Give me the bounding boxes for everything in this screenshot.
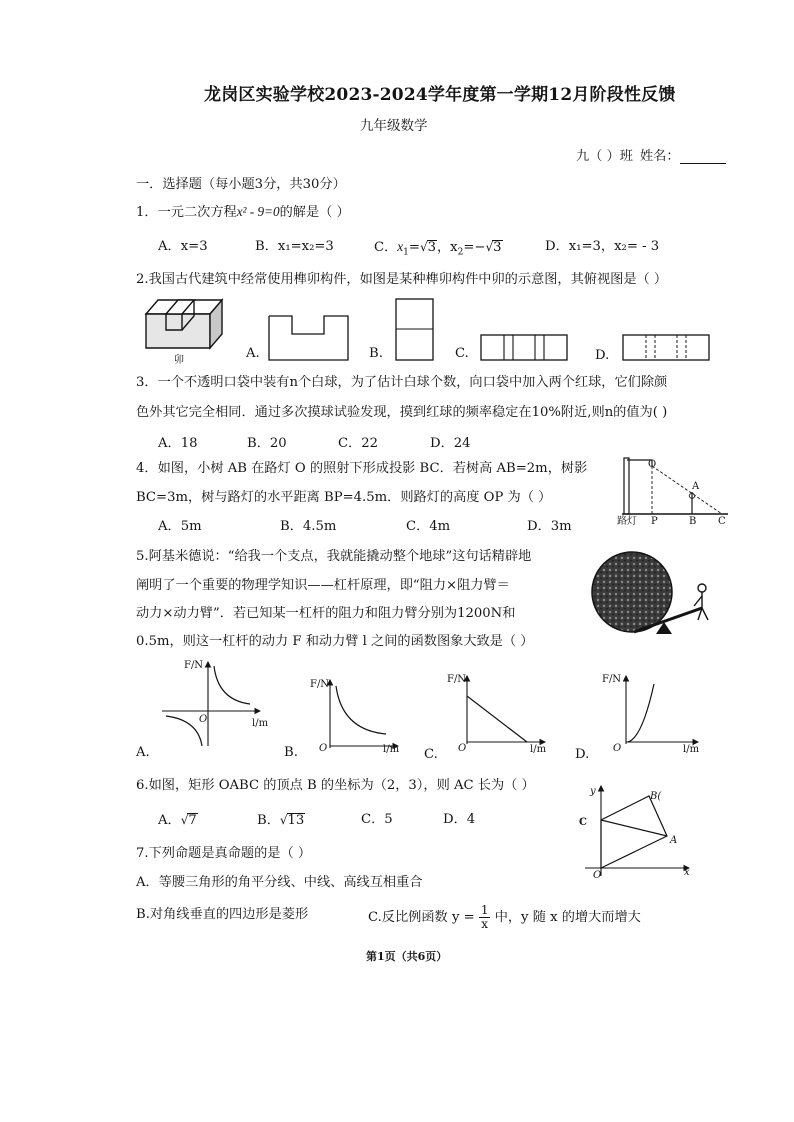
name-blank-line [680,163,726,164]
q5-c-ylabel: F/N [447,674,467,685]
q1-stem: 1．一元二次方程x² - 9=0的解是（ ） [136,204,350,220]
lever-earth-illustration [590,550,720,642]
page-title: 龙岗区实验学校2023-2024学年度第一学期12月阶段性反馈 [204,85,676,105]
q5-option-b: B. [284,745,298,760]
q5-line3: 动力×动力臂”．若已知某一杠杆的阻力和阻力臂分别为1200N和 [136,606,516,621]
q5-option-c: C. [424,747,438,762]
mortise-figure [138,294,230,354]
q2-option-d: D. [595,348,610,363]
q5-b-xlabel: l/m [383,744,400,755]
q5-line4: 0.5m，则这一杠杆的动力 F 和动力臂 l 之间的函数图象大致是（ ） [136,634,534,649]
q3-line2: 色外其它完全相同．通过多次摸球试验发现，摸到红球的频率稳定在10%附近,则n的值为( ) [136,405,668,420]
q6-stem: 6.如图，矩形 OABC 的顶点 B 的坐标为（2，3），则 AC 长为（ ） [136,778,535,793]
q6-option-c: C．5 [361,812,393,827]
q1-option-b: B．x₁=x₂=3 [255,239,334,254]
q5-d-xlabel: l/m [683,744,700,755]
q4-option-c: C．4m [406,519,451,534]
q2-stem: 2.我国古代建筑中经常使用榫卯构件，如图是某种榫卯构件中卯的示意图，其俯视图是（ ） [136,272,668,287]
q3-option-c: C．22 [338,436,379,451]
q2-view-a [268,314,350,362]
q7-stem: 7.下列命题是真命题的是（ ） [136,846,312,861]
q7-option-a: A．等腰三角形的角平分线、中线、高线互相重合 [136,875,423,890]
q2-view-c [480,334,568,362]
page-subtitle: 九年级数学 [360,118,428,134]
q6-option-d: D．4 [443,812,476,827]
q3-option-a: A．18 [158,436,198,451]
q4-line1: 4．如图，小树 AB 在路灯 O 的照射下形成投影 BC．若树高 AB=2m，树影 [136,461,588,476]
q3-option-d: D．24 [430,436,471,451]
class-label: 九（ ）班 [576,149,633,164]
q4-option-d: D．3m [527,519,572,534]
q2-option-b: B. [369,346,383,361]
q5-a-origin: O [199,714,208,725]
name-label: 姓名： [640,149,680,164]
section-heading: 一．选择题（每小题3分，共30分） [136,177,346,192]
q2-option-a: A. [246,346,260,361]
q6-label-o: O [593,870,602,881]
q1-option-a: A．x=3 [158,239,208,254]
q3-option-b: B．20 [247,436,287,451]
q1-option-d: D．x₁=3，x₂= - 3 [545,239,660,254]
q4-label-c: C [718,516,726,527]
q5-b-ylabel: F/N [310,679,330,690]
q3-line1: 3．一个不透明口袋中装有n个白球，为了估计白球个数，向口袋中加入两个红球，它们除颜 [136,375,668,390]
q5-c-origin: O [458,743,467,754]
q6-label-y: y [590,786,596,797]
q6-label-c: C [579,817,587,828]
q5-line1: 5.阿基米德说：“给我一个支点，我就能撬动整个地球”这句话精辟地 [136,549,532,564]
q4-label-o: O [648,459,657,470]
page-footer: 第1页（共6页） [366,950,448,963]
q5-option-a: A. [136,745,150,760]
q7-option-c: C.反比例函数 y = $\frac{1}{x}$ 中，y 随 x 的增大而增大 [368,903,641,931]
q5-c-xlabel: l/m [530,744,547,755]
q2-view-b [395,298,435,362]
q5-a-ylabel: F/N [184,660,204,671]
q2-view-d [622,334,710,362]
q5-line2: 阐明了一个重要的物理学知识——杠杆原理，即“阻力×阻力臂＝ [136,578,510,593]
q4-label-p: P [651,516,658,527]
q2-option-c: C. [455,346,469,361]
q6-label-x: x [684,867,690,878]
q4-line2: BC=3m，树与路灯的水平距离 BP=4.5m．则路灯的高度 OP 为（ ） [136,490,552,505]
q6-option-a: A．√7 [158,813,197,828]
q5-d-ylabel: F/N [602,674,622,685]
q4-label-b: B [689,516,697,527]
q4-option-a: A．5m [158,519,202,534]
q4-option-b: B．4.5m [280,519,337,534]
mortise-caption: 卯 [174,355,184,366]
q5-d-origin: O [613,743,622,754]
q1-option-c: C．$x_1=√3$，$x_2=-√3$ [374,239,502,258]
q6-label-b: B( [650,791,662,802]
q4-label-a: A [692,481,700,492]
q6-figure [585,780,695,880]
q6-option-b: B．√13 [257,813,305,828]
q6-label-a: A [670,835,678,846]
q5-graph-a [160,656,270,748]
q7-option-b: B.对角线垂直的四边形是菱形 [136,907,309,922]
q5-option-d: D. [575,747,590,762]
q4-label-lamp: 路灯 [617,516,637,527]
q5-a-xlabel: l/m [252,718,269,729]
q5-b-origin: O [319,743,328,754]
